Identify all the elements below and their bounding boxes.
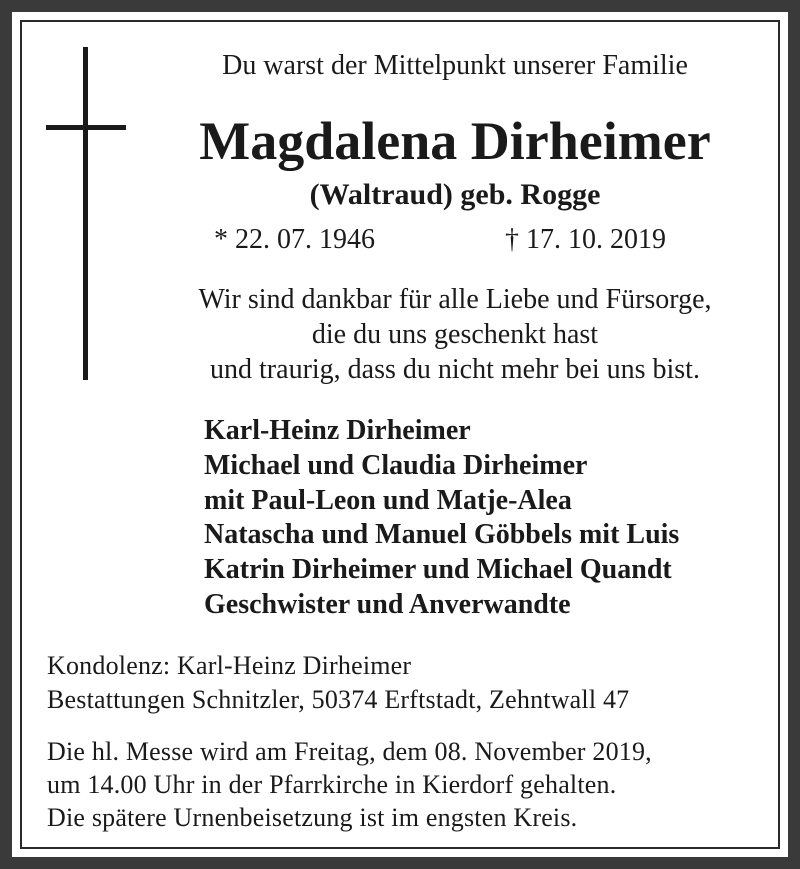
motto: Du warst der Mittelpunkt unserer Familie [222, 50, 688, 81]
verse-line: und traurig, dass du nicht mehr bei uns bist. [210, 354, 700, 385]
verse-line: Wir sind dankbar für alle Liebe und Fürsorge, [198, 284, 712, 315]
mourner-line: Natascha und Manuel Göbbels mit Luis [204, 519, 680, 550]
cross-vertical-bar [83, 47, 88, 380]
mourner-line: mit Paul-Leon und Matje-Alea [204, 485, 572, 516]
condolence-line: Kondolenz: Karl-Heinz Dirheimer [47, 651, 412, 680]
funeral-home-line: Bestattungen Schnitzler, 50374 Erftstadt, Zehntwall 47 [47, 685, 630, 714]
mourner-line: Geschwister und Anverwandte [204, 589, 571, 620]
death-date: † 17. 10. 2019 [505, 224, 666, 255]
mass-line: Die spätere Urnenbeisetzung ist im engsten Kreis. [47, 803, 578, 832]
birth-name: (Waltraud) geb. Rogge [309, 178, 601, 211]
verse-line: die du uns geschenkt hast [311, 319, 599, 350]
birth-date: * 22. 07. 1946 [214, 224, 375, 255]
mourner-line: Karl-Heinz Dirheimer [204, 415, 471, 446]
deceased-name: Magdalena Dirheimer [199, 111, 711, 171]
mourner-line: Katrin Dirheimer und Michael Quandt [204, 554, 672, 585]
cross-horizontal-bar [46, 125, 126, 130]
mourner-line: Michael und Claudia Dirheimer [204, 450, 588, 481]
mass-line: Die hl. Messe wird am Freitag, dem 08. November 2019, [47, 737, 652, 766]
mass-line: um 14.00 Uhr in der Pfarrkirche in Kierdorf gehalten. [47, 770, 617, 799]
